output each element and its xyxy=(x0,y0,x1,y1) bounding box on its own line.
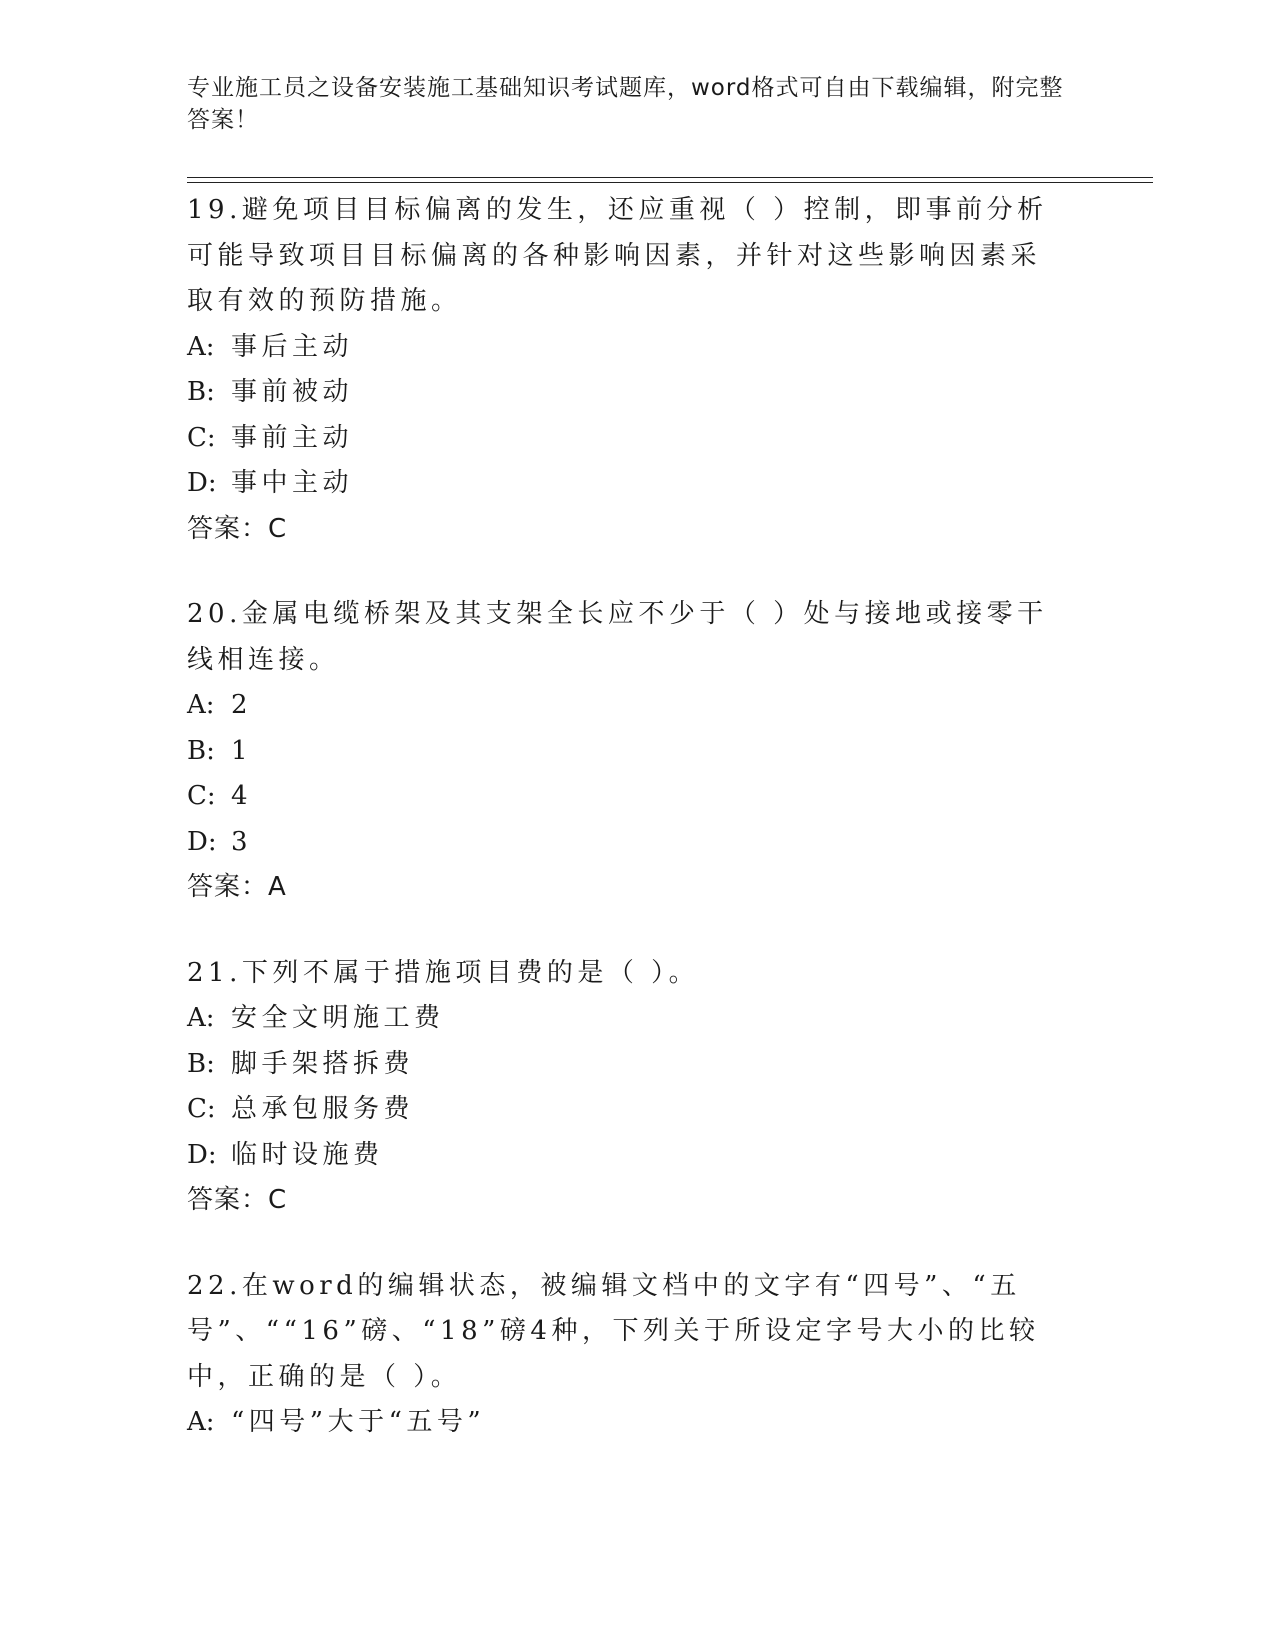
question-stem: 21.下列不属于措施项目费的是（ ）。 xyxy=(187,957,700,988)
question-19 xyxy=(187,188,1067,552)
answer-line: 答案：A xyxy=(187,872,287,902)
option-c xyxy=(187,1087,1067,1133)
option-d xyxy=(187,461,1067,507)
option-text: 事前主动 xyxy=(231,422,354,453)
option-key: A: xyxy=(187,690,215,720)
option-key: A: xyxy=(187,1407,215,1437)
option-text: 安全文明施工费 xyxy=(231,1003,445,1033)
option-b xyxy=(187,729,1067,775)
option-key: B: xyxy=(187,377,215,407)
option-key: D: xyxy=(187,1139,217,1170)
question-20 xyxy=(187,592,1067,911)
option-key: D: xyxy=(187,468,217,498)
option-text: 1 xyxy=(231,735,253,766)
option-key: A: xyxy=(187,331,215,362)
option-a xyxy=(187,1400,1067,1446)
question-22 xyxy=(187,1264,1067,1446)
option-text: 2 xyxy=(231,690,253,720)
option-b xyxy=(187,1042,1067,1088)
option-key: B: xyxy=(187,735,215,766)
answer-line: 答案：C xyxy=(187,513,288,544)
option-text: 事后主动 xyxy=(231,331,354,362)
option-c xyxy=(187,416,1067,462)
option-text: 4 xyxy=(231,781,253,811)
option-d xyxy=(187,1133,1067,1179)
option-b xyxy=(187,370,1067,416)
option-text: 事前被动 xyxy=(231,377,354,407)
question-stem: 22.在word的编辑状态，被编辑文档中的文字有“四号”、“五号”、““16”磅、“18”磅4种，下列关于所设定字号大小的比较中，正确的是（ ）。 xyxy=(187,1270,1040,1392)
option-key: D: xyxy=(187,826,217,857)
option-d xyxy=(187,820,1067,866)
question-stem: 19.避免项目目标偏离的发生，还应重视（ ）控制，即事前分析可能导致项目目标偏离的各种影响因素，并针对这些影响因素采取有效的预防措施。 xyxy=(187,195,1048,316)
option-text: 临时设施费 xyxy=(231,1139,384,1170)
option-key: B: xyxy=(187,1048,215,1079)
document-header-title: 专业施工员之设备安装施工基础知识考试题库，word格式可自由下载编辑，附完整答案！ xyxy=(187,75,1064,133)
answer-line: 答案：C xyxy=(187,1185,288,1215)
option-text: 3 xyxy=(231,826,253,857)
option-text: 脚手架搭拆费 xyxy=(231,1048,415,1079)
option-text: “四号”大于“五号” xyxy=(231,1407,486,1437)
option-a xyxy=(187,683,1067,729)
question-stem: 20.金属电缆桥架及其支架全长应不少于（ ）处与接地或接零干线相连接。 xyxy=(187,599,1048,675)
option-a xyxy=(187,996,1067,1042)
option-key: C: xyxy=(187,1094,216,1124)
option-key: C: xyxy=(187,422,216,453)
option-text: 总承包服务费 xyxy=(231,1094,415,1124)
option-a xyxy=(187,325,1067,371)
header-divider-bottom xyxy=(187,182,1153,183)
question-21 xyxy=(187,951,1067,1224)
question-list xyxy=(187,188,1067,1486)
header-divider-top xyxy=(187,177,1153,178)
option-c xyxy=(187,774,1067,820)
option-text: 事中主动 xyxy=(231,468,354,498)
option-key: A: xyxy=(187,1003,215,1033)
option-key: C: xyxy=(187,781,216,811)
